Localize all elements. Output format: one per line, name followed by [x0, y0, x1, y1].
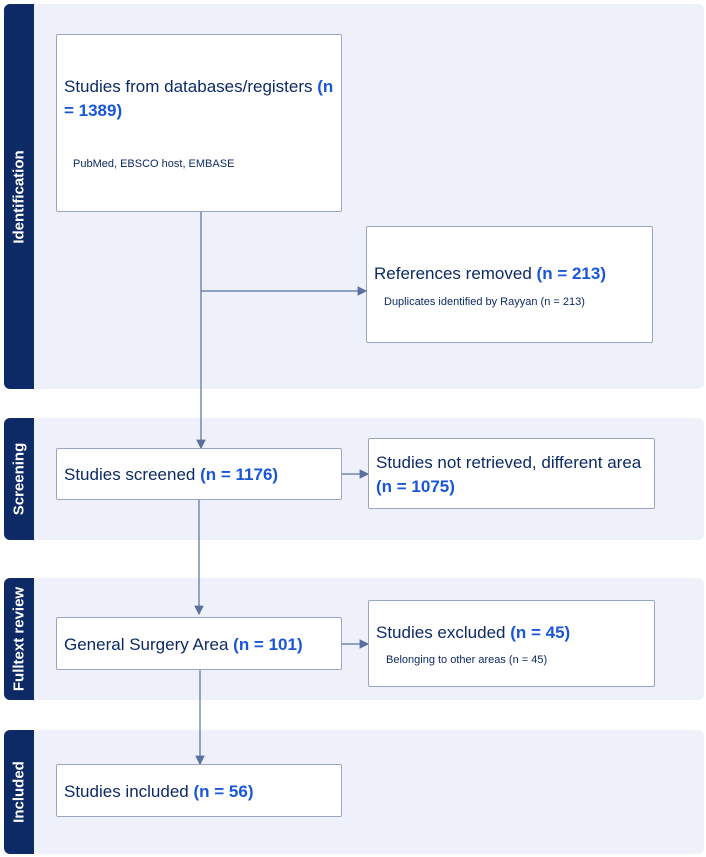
general-surgery-text: General Surgery Area — [64, 635, 229, 654]
included-count: (n = 56) — [193, 782, 254, 801]
fulltext-label: Fulltext review — [10, 586, 28, 692]
excluded-text: Studies excluded — [376, 623, 506, 642]
databases-box — [56, 34, 342, 212]
screened-count: (n = 1176) — [200, 465, 279, 484]
included-label: Included — [10, 761, 28, 823]
databases-count: (n = 1389) — [64, 77, 334, 120]
included-text: Studies included — [64, 782, 189, 801]
screened-text: Studies screened — [64, 465, 196, 484]
screened-box — [56, 448, 342, 500]
databases-text: Studies from databases/registers — [64, 77, 313, 96]
screening-label: Screening — [10, 442, 28, 516]
removed-text: References removed — [374, 264, 532, 283]
general-surgery-box — [56, 617, 342, 670]
removed-box — [366, 226, 653, 343]
excluded-box — [368, 600, 655, 687]
removed-count: (n = 213) — [536, 264, 606, 283]
removed-detail: Duplicates identified by Rayyan (n = 213) — [384, 296, 585, 308]
included-box — [56, 764, 342, 817]
not-retrieved-count: (n = 1075) — [376, 477, 455, 496]
not-retrieved-text: Studies not retrieved, different area — [376, 453, 642, 472]
not-retrieved-box — [368, 438, 655, 509]
general-surgery-count: (n = 101) — [233, 635, 303, 654]
identification-label: Identification — [10, 149, 28, 244]
excluded-detail: Belonging to other areas (n = 45) — [386, 654, 548, 666]
databases-detail: PubMed, EBSCO host, EMBASE — [73, 158, 235, 170]
excluded-count: (n = 45) — [510, 623, 571, 642]
